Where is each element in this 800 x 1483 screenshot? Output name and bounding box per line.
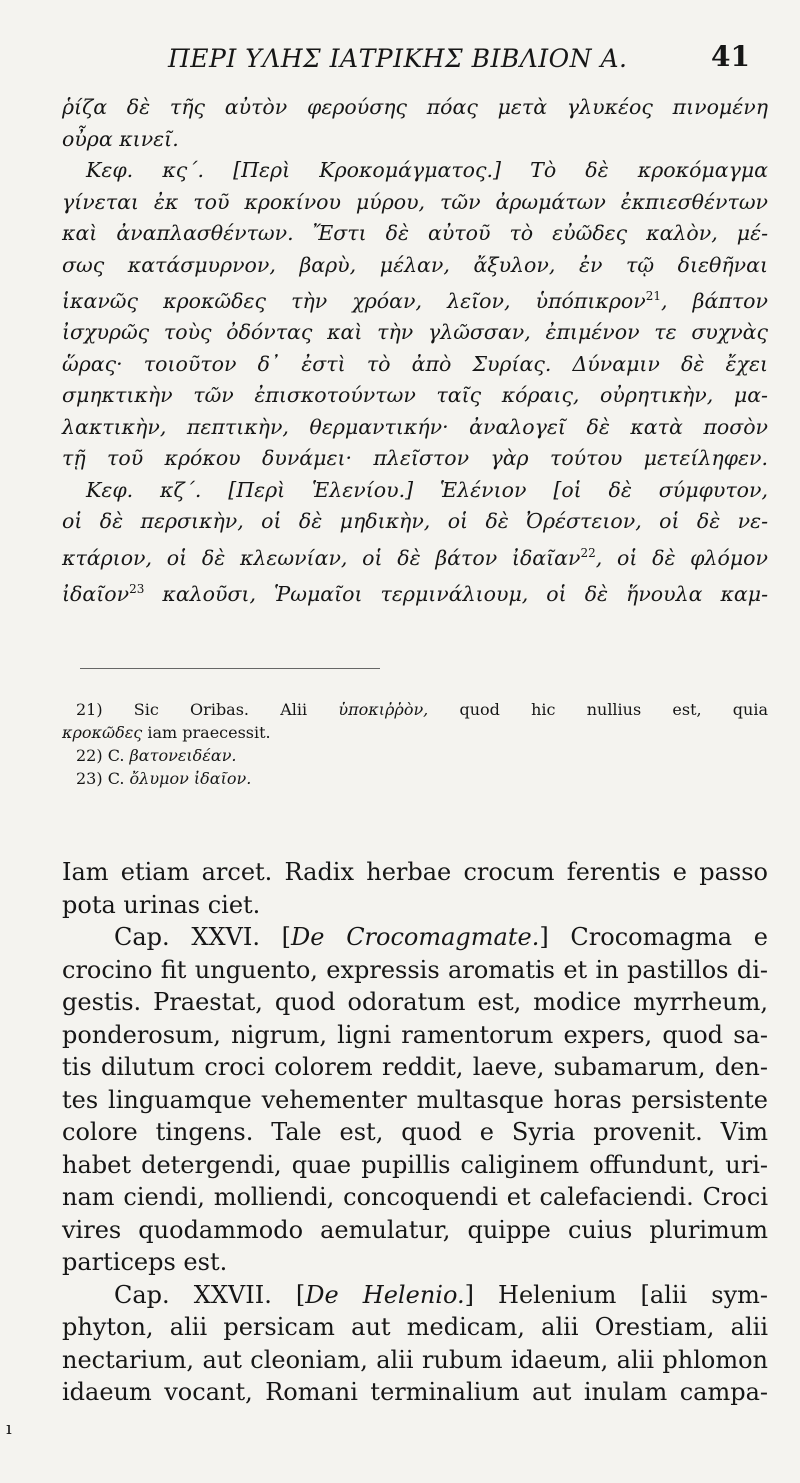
latin-line: tis dilutum croci colorem reddit, laeve, subamarum, den- — [62, 1053, 768, 1081]
greek-line-text: ἱκανῶς κροκῶδες τὴν χρόαν, λεῖον, ὑπόπικρον — [62, 288, 646, 313]
greek-line-tail: , οἱ δὲ φλόμον — [595, 545, 768, 570]
latin-line: ponderosum, nigrum, ligni ramentorum expers, quod sa- — [62, 1020, 768, 1049]
greek-line-text: ἰδαῖον — [62, 581, 130, 606]
chapter-title: De Crocomagmate. — [291, 923, 540, 951]
greek-line — [62, 281, 768, 317]
latin-line: pota urinas ciet. — [62, 890, 261, 919]
greek-line-text: κτάριον, οἱ δὲ κλεωνίαν, οἱ δὲ βάτον ἰδαῖαν — [62, 545, 581, 570]
latin-line: Iam etiam arcet. Radix herbae crocum ferentis e passo — [62, 858, 768, 886]
footnote-greek: κροκῶδες — [62, 723, 143, 742]
greek-line: οὖρα κινεῖ. — [62, 126, 179, 151]
greek-line: ῥίζα δὲ τῆς αὐτὸν φερούσης πόας μετὰ γλυκέος πινομένη — [62, 95, 768, 119]
latin-line-text: Helenium [alii sym- — [498, 1280, 768, 1309]
footnote-22 — [62, 744, 768, 767]
footnote-text: 21) Sic Oribas. Alii — [76, 700, 308, 719]
latin-line: tes linguamque vehementer multasque horas persistente — [62, 1085, 768, 1114]
latin-line: particeps est. — [62, 1248, 228, 1276]
greek-line: Κεφ. κζ΄. [Περὶ Ἑλενίου.] Ἑλένιον [οἱ δὲ σύμφυτον, — [86, 477, 768, 502]
footnote-greek: ὑποκιῤῥὸν, — [338, 700, 429, 719]
footnote-greek: ὄλυμον ἰδαῖον. — [129, 769, 252, 788]
greek-line: Κεφ. κς΄. [Περὶ Κροκομάγματος.] Τὸ δὲ κροκόμαγμα — [86, 158, 768, 182]
latin-line: habet detergendi, quae pupillis caliginem offundunt, uri- — [62, 1150, 768, 1179]
latin-line: idaeum vocant, Romani terminalium aut inulam campa- — [62, 1378, 768, 1406]
greek-line-tail: , βάπτον — [661, 288, 768, 313]
latin-line: colore tingens. Tale est, quod e Syria provenit. Vim — [62, 1118, 768, 1146]
chapter-title: De Helenio. — [305, 1280, 465, 1309]
greek-line: γίνεται ἐκ τοῦ κροκίνου μύρου, τῶν ἀρωμάτων ἐκπιεσθέντων — [62, 189, 768, 214]
latin-translation — [62, 856, 768, 1409]
footnote-divider — [80, 668, 380, 669]
footnote-ref-22: 22 — [580, 545, 596, 560]
page-number: 41 — [711, 40, 750, 73]
footnote-ref-23: 23 — [129, 582, 145, 597]
footnote-greek: βατονειδέαν. — [129, 746, 237, 765]
greek-line: λακτικὴν, πεπτικὴν, θερμαντικήν· ἀναλογεῖ δὲ κατὰ ποσὸν — [62, 414, 768, 439]
chapter-label: Cap. XXVII. — [114, 1280, 272, 1309]
greek-line: ἰσχυρῶς τοὺς ὀδόντας καὶ τὴν γλῶσσαν, ἐπιμένον τε συχνὰς — [62, 320, 768, 345]
latin-line: nam ciendi, molliendi, concoquendi et calefaciendi. Croci — [62, 1183, 768, 1211]
greek-line-text: καλοῦσι, Ῥωμαῖοι τερμινάλιουμ, οἱ δὲ ἥνουλα καμ- — [162, 581, 768, 606]
footnote-21 — [62, 698, 768, 721]
footnote-23 — [62, 767, 768, 790]
latin-line: phyton, alii persicam aut medicam, alii Orestiam, alii — [62, 1313, 768, 1341]
greek-text — [62, 92, 768, 610]
greek-line: καὶ ἀναπλασθέντων. Ἔστι δὲ αὐτοῦ τὸ εὐῶδες καλὸν, μέ- — [62, 221, 768, 245]
chapter-heading-26: Cap. XXVI. [De Crocomagmate.] Crocomagma e — [114, 923, 768, 951]
greek-line — [62, 574, 768, 610]
greek-line: ὥρας· τοιοῦτον δ᾽ ἐστὶ τὸ ἀπὸ Συρίας. Δύναμιν δὲ ἔχει — [62, 351, 768, 376]
greek-line — [62, 538, 768, 574]
footnote-21-continued — [62, 721, 768, 744]
chapter-label: Cap. XXVI. — [114, 923, 260, 951]
latin-line: gestis. Praestat, quod odoratum est, modice myrrheum, — [62, 988, 768, 1016]
greek-line: σμηκτικὴν τῶν ἐπισκοτούντων ταῖς κόραις, οὐρητικὴν, μα- — [62, 383, 768, 408]
footnote-text: iam praecessit. — [147, 723, 271, 742]
footnotes — [62, 698, 768, 790]
latin-line: crocino fit unguento, expressis aromatis et in pastillos di- — [62, 955, 768, 984]
chapter-heading-27: Cap. XXVII. [De Helenio.] Helenium [alii sym- — [114, 1280, 768, 1309]
greek-line: τῇ τοῦ κρόκου δυνάμει· πλεῖστον γὰρ τούτου μετείληφεν. — [62, 446, 768, 471]
footnote-text: quod hic nullius est, quia — [459, 700, 769, 719]
footnote-text: 23) C. — [76, 769, 125, 788]
running-head: ΠΕΡΙ ΥΛΗΣ ΙΑΤΡΙΚΗΣ ΒΙΒΛΙΟΝ Α. — [168, 44, 628, 73]
page-header — [60, 40, 760, 80]
latin-line-text: Crocomagma e — [570, 923, 768, 951]
latin-line: nectarium, aut cleoniam, alii rubum idaeum, alii phlomon — [62, 1345, 768, 1374]
margin-mark: ı — [6, 1418, 12, 1439]
latin-line: vires quodammodo aemulatur, quippe cuius plurimum — [62, 1215, 768, 1244]
greek-line: οἱ δὲ περσικὴν, οἱ δὲ μηδικὴν, οἱ δὲ Ὀρέστειον, οἱ δὲ νε- — [62, 509, 768, 534]
footnote-ref-21: 21 — [645, 289, 661, 303]
greek-line: σως κατάσμυρνον, βαρὺ, μέλαν, ἄξυλον, ἐν τῷ διεθῆναι — [62, 252, 768, 277]
footnote-text: 22) C. — [76, 746, 125, 765]
